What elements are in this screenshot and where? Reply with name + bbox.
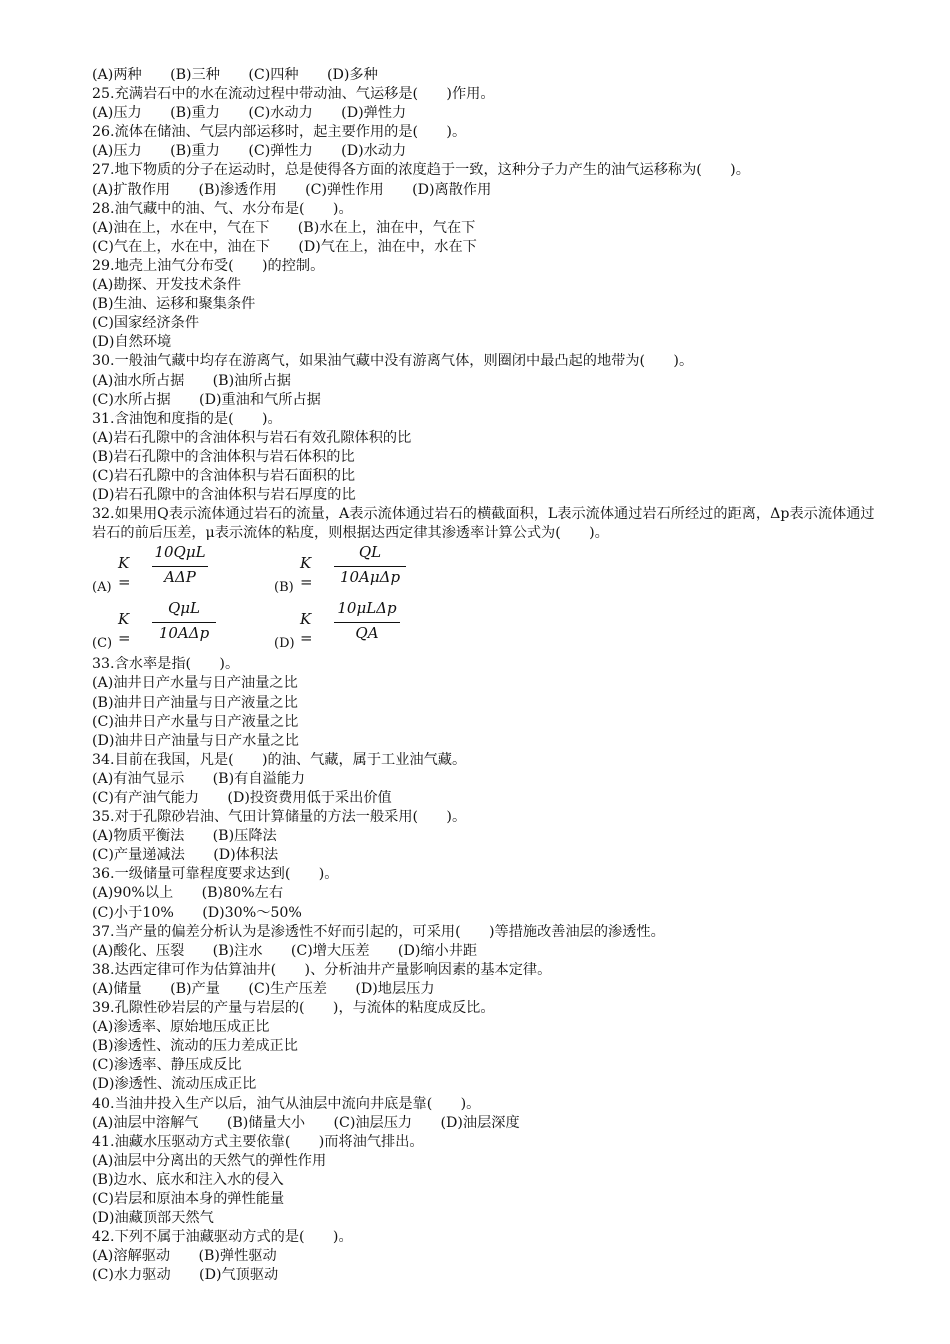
formula-row-1 [92, 543, 892, 599]
answer-option-line: (D)渗透性、流动压成正比 [92, 1076, 257, 1093]
answer-option-line: (A)油在上，水在中，气在下 (B)水在上，油在中，气在下 [92, 219, 476, 236]
answer-option-line: (D)岩石孔隙中的含油体积与岩石厚度的比 [92, 487, 356, 504]
answer-option-line: (C)小于10% (D)30%～50% [92, 904, 302, 921]
question-line: 41.油藏水压驱动方式主要依靠( )而将油气排出。 [92, 1133, 424, 1150]
answer-option-line: (A)勘探、开发技术条件 [92, 277, 242, 294]
question-line: 28.油气藏中的油、气、水分布是( )。 [92, 200, 353, 217]
formula-b-k: K = [300, 554, 313, 592]
question-block-bottom [92, 655, 892, 1285]
answer-option-line: (C)油井日产水量与日产液量之比 [92, 713, 299, 730]
formula-d-bar [334, 622, 400, 623]
formula-d-k: K = [300, 610, 313, 648]
formula-c-k: K = [118, 610, 131, 648]
question-line: 34.目前在我国，凡是( )的油、气藏，属于工业油气藏。 [92, 751, 467, 768]
question-line: 37.当产量的偏差分析认为是渗透性不好而引起的，可采用( )等措施改善油层的渗透性。 [92, 923, 665, 940]
question-line: 35.对于孔隙砂岩油、气田计算储量的方法一般采用( )。 [92, 809, 467, 826]
answer-option-line: (D)油井日产油量与日产水量之比 [92, 732, 299, 749]
question-line: 27.地下物质的分子在运动时，总是使得各方面的浓度趋于一致，这种分子力产生的油气运移称为( )。 [92, 162, 750, 179]
answer-option-line: (A)岩石孔隙中的含油体积与岩石有效孔隙体积的比 [92, 429, 412, 446]
answer-option-line: (B)生油、运移和聚集条件 [92, 296, 256, 313]
answer-option-line: (D)油藏顶部天然气 [92, 1210, 214, 1227]
formula-b-numerator: QL [358, 543, 382, 562]
answer-option-line: (B)油井日产油量与日产液量之比 [92, 694, 298, 711]
answer-option-line: (A)有油气显示 (B)有自溢能力 [92, 770, 306, 787]
question-line: 38.达西定律可作为估算油井( )、分析油井产量影响因素的基本定律。 [92, 961, 552, 978]
question-line: 36.一级储量可靠程度要求达到( )。 [92, 866, 339, 883]
formula-b-denominator: 10AμΔp [339, 568, 401, 587]
formula-c-denominator: 10AΔp [158, 624, 210, 643]
answer-option-line: (C)岩石孔隙中的含油体积与岩石面积的比 [92, 467, 356, 484]
answer-option-line: (C)渗透率、静压成反比 [92, 1057, 242, 1074]
formula-b-bar [334, 566, 406, 567]
answer-option-line: (A)压力 (B)重力 (C)弹性力 (D)水动力 [92, 143, 407, 160]
question-line: 40.当油井投入生产以后，油气从油层中流向井底是靠( )。 [92, 1095, 481, 1112]
option-b-label: (B) [274, 580, 294, 596]
formula-a-bar [152, 566, 208, 567]
answer-option-line: (B)边水、底水和注入水的侵入 [92, 1171, 284, 1188]
answer-option-line: (C)国家经济条件 [92, 315, 200, 332]
option-c-label: (C) [92, 636, 113, 652]
formula-d-denominator: QA [355, 624, 379, 643]
question-line: 25.充满岩石中的水在流动过程中带动油、气运移是( )作用。 [92, 86, 495, 103]
formula-d-numerator: 10μLΔp [337, 599, 397, 618]
answer-option-line: (C)产量递减法 (D)体积法 [92, 847, 279, 864]
question-line: 33.含水率是指( )。 [92, 656, 240, 673]
answer-option-line: (A)油层中溶解气 (B)储量大小 (C)油层压力 (D)油层深度 [92, 1114, 520, 1131]
answer-option-line: (A)压力 (B)重力 (C)水动力 (D)弹性力 [92, 105, 407, 122]
formula-a-denominator: AΔP [164, 568, 196, 587]
answer-option-line: (C)有产油气能力 (D)投资费用低于采出价值 [92, 790, 392, 806]
answer-option-line: (A)渗透率、原始地压成正比 [92, 1019, 270, 1036]
formula-c-numerator: QμL [167, 599, 200, 618]
answer-option-line: (C)水所占据 (D)重油和气所占据 [92, 391, 321, 408]
answer-option-line: (A)两种 (B)三种 (C)四种 (D)多种 [92, 67, 378, 83]
formula-c-bar [152, 622, 216, 623]
question-32-text: 32.如果用Q表示流体通过岩石的流量，A表示流体通过岩石的横截面积，L表示流体通过岩石所经过的距离，Δp表示流体通过岩石的前后压差，μ表示流体的粘度，则根据达西定律其渗透率计算公式为( )。 [92, 506, 875, 542]
answer-option-line: (A)溶解驱动 (B)弹性驱动 [92, 1248, 277, 1265]
option-d-label: (D) [274, 636, 295, 652]
answer-option-line: (B)岩石孔隙中的含油体积与岩石体积的比 [92, 448, 355, 465]
question-line: 39.孔隙性砂岩层的产量与岩层的( )，与流体的粘度成反比。 [92, 1000, 495, 1017]
answer-option-line: (C)水力驱动 (D)气顶驱动 [92, 1267, 279, 1284]
answer-option-line: (C)气在上，水在中，油在下 (D)气在上，油在中，水在下 [92, 238, 477, 255]
question-block-top [92, 66, 892, 505]
answer-option-line: (A)酸化、压裂 (B)注水 (C)增大压差 (D)缩小井距 [92, 942, 478, 959]
answer-option-line: (B)渗透性、流动的压力差成正比 [92, 1038, 298, 1055]
answer-option-line: (A)扩散作用 (B)渗透作用 (C)弹性作用 (D)离散作用 [92, 181, 492, 198]
answer-option-line: (D)自然环境 [92, 334, 172, 351]
formula-a-k: K = [118, 554, 131, 592]
question-line: 42.下列不属于油藏驱动方式的是( )。 [92, 1229, 353, 1246]
question-line: 30.一般油气藏中均存在游离气，如果油气藏中没有游离气体，则圈闭中最凸起的地带为( )。 [92, 353, 694, 370]
document-page [92, 66, 892, 1285]
answer-option-line: (A)油水所占据 (B)油所占据 [92, 372, 291, 389]
question-line: 26.流体在储油、气层内部运移时，起主要作用的是( )。 [92, 124, 467, 141]
question-line: 29.地壳上油气分布受( )的控制。 [92, 257, 325, 274]
answer-option-line: (A)油井日产水量与日产油量之比 [92, 675, 298, 692]
answer-option-line: (A)储量 (B)产量 (C)生产压差 (D)地层压力 [92, 980, 435, 997]
option-a-label: (A) [92, 580, 112, 596]
answer-option-line: (C)岩层和原油本身的弹性能量 [92, 1190, 285, 1207]
answer-option-line: (A)90%以上 (B)80%左右 [92, 885, 284, 902]
formula-a-numerator: 10QμL [154, 543, 206, 562]
answer-option-line: (A)物质平衡法 (B)压降法 [92, 828, 277, 845]
formula-row-2 [92, 599, 892, 655]
question-line: 31.含油饱和度指的是( )。 [92, 410, 282, 427]
answer-option-line: (A)油层中分离出的天然气的弹性作用 [92, 1152, 327, 1169]
